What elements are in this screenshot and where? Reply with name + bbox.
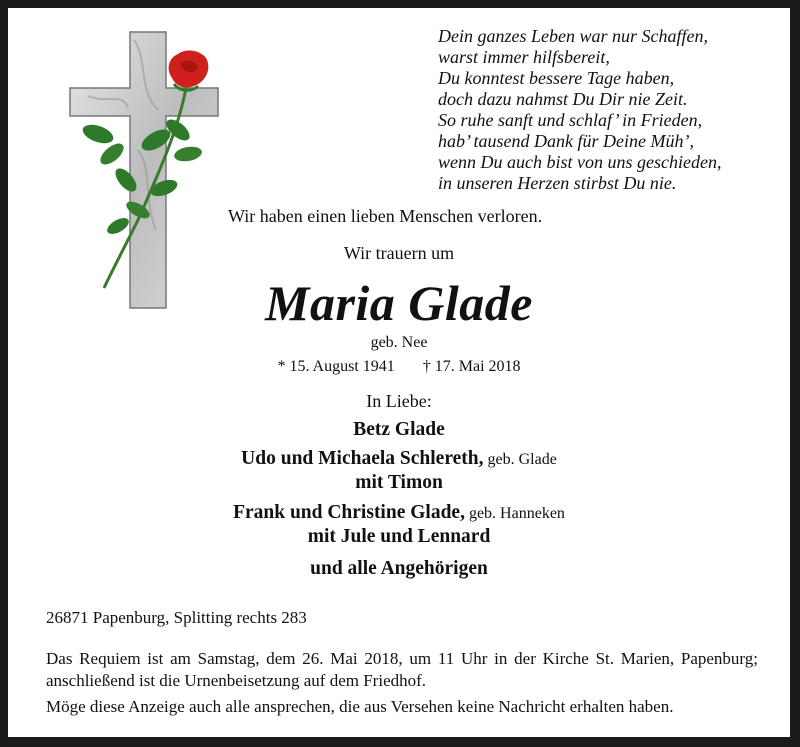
family-name: Udo und Michaela Schlereth, xyxy=(241,448,484,469)
in-love-label: In Liebe: xyxy=(366,391,432,411)
intro-text: Wir haben einen lieben Menschen verloren. xyxy=(228,206,543,226)
born-name: geb. Nee xyxy=(370,334,428,351)
poem-line: Du konntest bessere Tage haben, xyxy=(438,68,675,88)
birth-date: * 15. August 1941 xyxy=(277,358,395,375)
notice-text: Möge diese Anzeige auch alle ansprechen, die aus Versehen keine Nachricht erhalten haben. xyxy=(46,697,674,716)
obituary-card xyxy=(8,8,790,737)
poem-line: in unseren Herzen stirbst Du nie. xyxy=(438,173,677,193)
family-name: Frank und Christine Glade, xyxy=(233,502,465,523)
poem-line: hab’ tausend Dank für Deine Müh’, xyxy=(438,131,694,151)
poem xyxy=(438,26,721,194)
poem-line: warst immer hilfsbereit, xyxy=(438,47,610,67)
poem-line: So ruhe sanft und schlaf’ in Frieden, xyxy=(438,110,703,130)
poem-line: doch dazu nahmst Du Dir nie Zeit. xyxy=(438,89,688,109)
family-line: mit Jule und Lennard xyxy=(307,526,491,547)
mourn-text: Wir trauern um xyxy=(343,243,455,263)
poem-line: wenn Du auch bist von uns geschieden, xyxy=(438,152,722,172)
family-born-name: geb. Glade xyxy=(487,451,557,468)
family-born-name: geb. Hanneken xyxy=(468,505,565,522)
family-line: mit Timon xyxy=(355,472,443,493)
family-line xyxy=(8,448,790,470)
family-line xyxy=(8,502,790,524)
family-line: Betz Glade xyxy=(353,419,445,440)
death-date: † 17. Mai 2018 xyxy=(422,358,521,375)
deceased-name: Maria Glade xyxy=(265,275,533,331)
poem-line: Dein ganzes Leben war nur Schaffen, xyxy=(438,26,708,46)
family-line: und alle Angehörigen xyxy=(310,558,488,579)
requiem-text: Das Requiem ist am Samstag, dem 26. Mai 2018, um 11 Uhr in der Kirche St. Marien, Papenburg; anschließend ist die Urnenbeisetzung auf dem Friedhof. xyxy=(46,649,758,690)
life-dates xyxy=(8,358,790,376)
address: 26871 Papenburg, Splitting rechts 283 xyxy=(46,608,307,627)
